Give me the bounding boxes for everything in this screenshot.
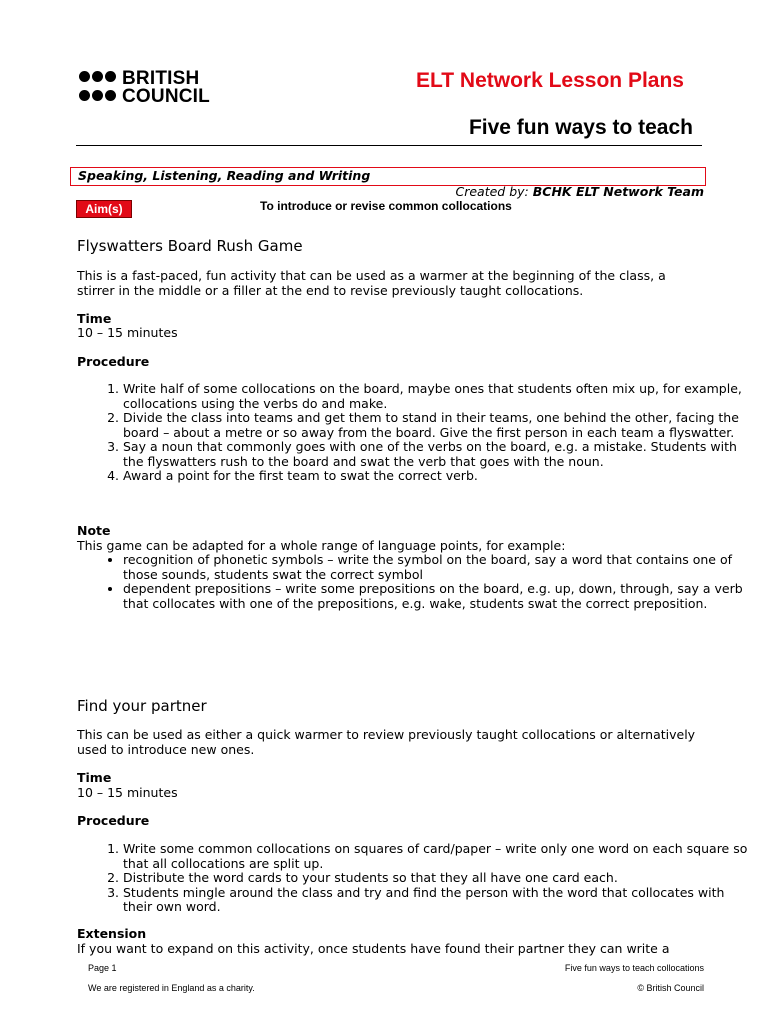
note-bullets [77, 553, 753, 611]
list-item: 2. Distribute the word cards to your students so that they all have one card each. [123, 871, 753, 886]
series-title: ELT Network Lesson Plans [415, 69, 684, 92]
time-label: Time [77, 770, 112, 785]
list-item: • dependent prepositions – write some prepositions on the board, e.g. up, down, through, say a verb that collocates with one of the prepositions, e.g. wake, students swat the correct preposition. [123, 582, 753, 611]
document-title: Five fun ways to teach [468, 116, 693, 139]
logo-line-1: BRITISH [122, 68, 200, 89]
footer-doc-name: Five fun ways to teach collocations [564, 963, 704, 973]
logo-line-2: COUNCIL [122, 86, 210, 107]
created-by-value: BCHK ELT Network Team [532, 184, 704, 199]
created-by-label: Created by: [455, 184, 529, 199]
section-title: Flyswatters Board Rush Game [77, 237, 303, 255]
section-title: Find your partner [77, 697, 207, 715]
procedure-label: Procedure [77, 813, 150, 828]
section-intro: This can be used as either a quick warmer to review previously taught collocations or alternatively used to introduce new ones. [77, 727, 696, 757]
extension-text: If you want to expand on this activity, once students have found their partner they can write a [77, 941, 670, 956]
footer-copyright: © British Council [637, 983, 704, 993]
time-value: 10 – 15 minutes [77, 325, 178, 340]
british-council-logo [79, 70, 229, 110]
list-item: • recognition of phonetic symbols – write the symbol on the board, say a word that contains one of those sounds, students swat the correct symbol [123, 553, 753, 582]
list-item: 4. Award a point for the first team to swat the correct verb. [123, 469, 753, 484]
header-rule [76, 145, 702, 146]
aim-text: To introduce or revise common collocations [260, 199, 512, 213]
logo-dots-icon [79, 70, 117, 108]
list-item: 3. Say a noun that commonly goes with one of the verbs on the board, e.g. a mistake. Students with the flyswatters rush to the board and swat the verb that goes with the noun. [123, 440, 753, 469]
list-item: 1. Write half of some collocations on the board, maybe ones that students often mix up, for example, collocations using the verbs do and make. [123, 382, 753, 411]
time-label: Time [77, 311, 112, 326]
list-item: 3. Students mingle around the class and try and find the person with the word that collocates with their own word. [123, 886, 753, 915]
extension-label: Extension [77, 926, 147, 941]
list-item: 1. Write some common collocations on squares of card/paper – write only one word on each square so that all collocations are split up. [123, 842, 753, 871]
footer-charity: We are registered in England as a charity. [88, 983, 255, 993]
section-intro: This is a fast-paced, fun activity that can be used as a warmer at the beginning of the class, a stirrer in the middle or a filler at the end to revise previously taught collocations. [77, 268, 666, 298]
procedure-list [77, 842, 753, 915]
aim-label: Aim(s) [76, 200, 132, 218]
time-value: 10 – 15 minutes [77, 785, 178, 800]
footer-page: Page 1 [88, 963, 117, 973]
skills-text: Speaking, Listening, Reading and Writing [78, 168, 371, 183]
note-text: This game can be adapted for a whole range of language points, for example: [77, 538, 566, 553]
list-item: 2. Divide the class into teams and get them to stand in their teams, one behind the other, facing the board – about a metre or so away from the board. Give the first person in each team a flyswatter. [123, 411, 753, 440]
procedure-label: Procedure [77, 354, 150, 369]
created-by [456, 184, 705, 199]
note-label: Note [77, 523, 111, 538]
procedure-list [77, 382, 753, 484]
